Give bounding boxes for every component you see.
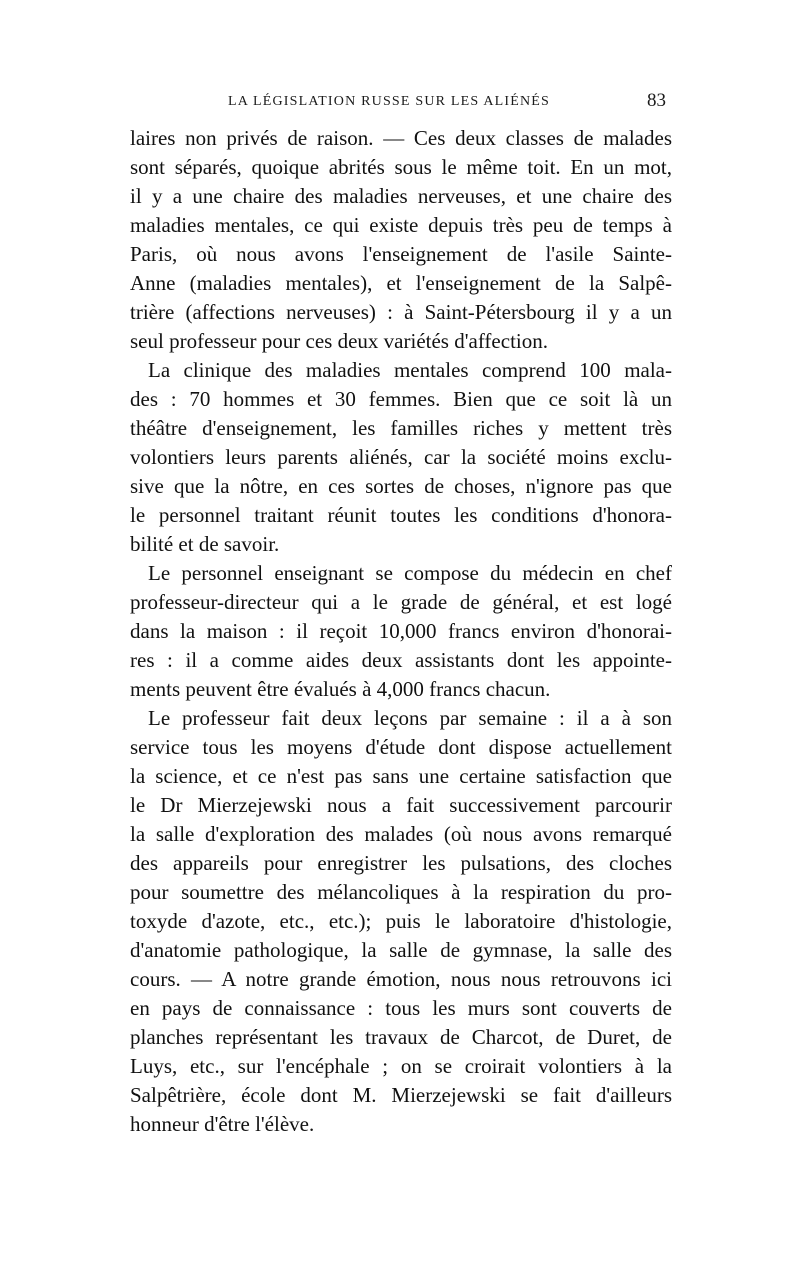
text-line: La clinique des maladies mentales comprend 100 mala- [148, 358, 672, 382]
text-line: planches représentant les travaux de Charcot, de Duret, de [130, 1025, 672, 1049]
text-line: pour soumettre des mélancoliques à la respiration du pro- [130, 880, 672, 904]
text-line: la science, et ce n'est pas sans une certaine satisfaction que [130, 764, 672, 788]
text-line: il y a une chaire des maladies nerveuses, et une chaire des [130, 184, 672, 208]
text-line: toxyde d'azote, etc., etc.); puis le laboratoire d'histologie, [130, 909, 672, 933]
text-line: res : il a comme aides deux assistants dont les appointe- [130, 648, 672, 672]
body-text [130, 124, 672, 1139]
text-line: Le personnel enseignant se compose du médecin en chef [148, 561, 672, 585]
text-line: Anne (maladies mentales), et l'enseignement de la Salpê- [130, 271, 672, 295]
text-line: sont séparés, quoique abrités sous le même toit. En un mot, [130, 155, 672, 179]
text-line: la salle d'exploration des malades (où nous avons remarqué [130, 822, 672, 846]
running-title: LA LÉGISLATION RUSSE SUR LES ALIÉNÉS [228, 94, 551, 109]
text-line: d'anatomie pathologique, la salle de gymnase, la salle des [130, 938, 672, 962]
text-line: trière (affections nerveuses) : à Saint-Pétersbourg il y a un [130, 300, 672, 324]
text-line: le Dr Mierzejewski nous a fait successivement parcourir [130, 793, 672, 817]
text-line: sive que la nôtre, en ces sortes de choses, n'ignore pas que [130, 474, 672, 498]
text-line: bilité et de savoir. [130, 532, 280, 556]
text-line: professeur-directeur qui a le grade de général, et est logé [130, 590, 672, 614]
text-line: seul professeur pour ces deux variétés d'affection. [130, 329, 548, 353]
text-line: honneur d'être l'élève. [130, 1112, 315, 1136]
text-line: en pays de connaissance : tous les murs sont couverts de [130, 996, 672, 1020]
text-line: Paris, où nous avons l'enseignement de l'asile Sainte- [130, 242, 672, 266]
text-line: des appareils pour enregistrer les pulsations, des cloches [130, 851, 672, 875]
text-line: service tous les moyens d'étude dont dispose actuellement [130, 735, 672, 759]
text-line: Salpêtrière, école dont M. Mierzejewski se fait d'ailleurs [130, 1083, 672, 1107]
text-line: cours. — A notre grande émotion, nous nous retrouvons ici [130, 967, 672, 991]
text-line: théâtre d'enseignement, les familles riches y mettent très [130, 416, 672, 440]
text-line: des : 70 hommes et 30 femmes. Bien que ce soit là un [130, 387, 672, 411]
text-line: maladies mentales, ce qui existe depuis très peu de temps à [130, 213, 672, 237]
text-line: le personnel traitant réunit toutes les conditions d'honora- [130, 503, 672, 527]
text-line: Luys, etc., sur l'encéphale ; on se croirait volontiers à la [130, 1054, 672, 1078]
text-line: volontiers leurs parents aliénés, car la société moins exclu- [130, 445, 672, 469]
text-line: ments peuvent être évalués à 4,000 francs chacun. [130, 677, 551, 701]
text-line: Le professeur fait deux leçons par semaine : il a à son [148, 706, 672, 730]
page-number: 83 [647, 90, 666, 111]
text-line: dans la maison : il reçoit 10,000 francs environ d'honorai- [130, 619, 672, 643]
text-line: laires non privés de raison. — Ces deux classes de malades [130, 126, 672, 150]
